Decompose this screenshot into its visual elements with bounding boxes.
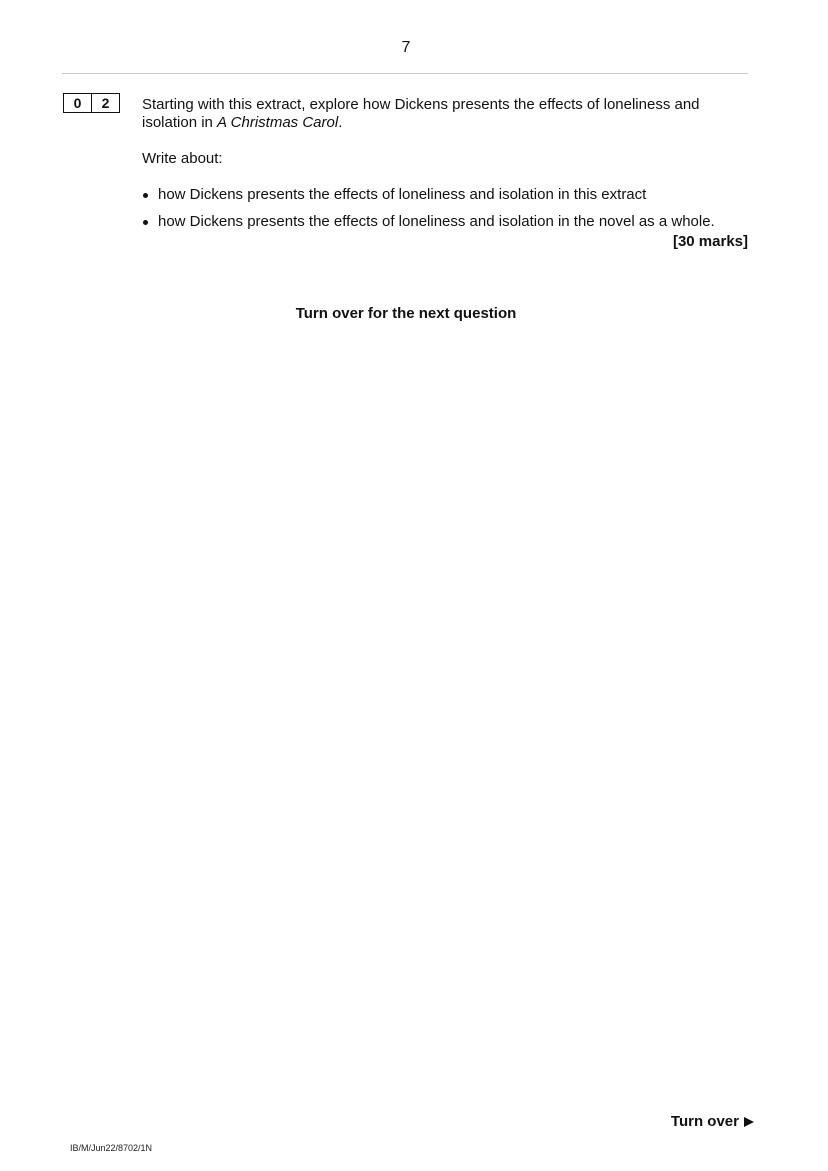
question-prompt-end: . (338, 114, 343, 131)
question-block (142, 96, 752, 240)
bullet-icon (143, 220, 148, 225)
question-number-digit: 2 (91, 94, 119, 112)
bullet-icon (143, 193, 148, 198)
question-number-digit: 0 (73, 95, 82, 111)
write-about-label: Write about: (142, 150, 223, 167)
turn-over-text: Turn over (670, 1113, 739, 1130)
task-bullet-item (142, 213, 752, 231)
novel-title: A Christmas Carol (217, 114, 339, 131)
turn-over-label (671, 1113, 754, 1130)
task-bullet-item (142, 186, 752, 204)
task-bullet-text: how Dickens presents the effects of loneliness and isolation in this extract (158, 186, 647, 203)
question-prompt-text: Starting with this extract, explore how Dickens presents the effects of loneliness and isolation in (142, 96, 700, 131)
marks-label: [30 marks] (672, 233, 748, 250)
paper-code: IB/M/Jun22/8702/1N (70, 1143, 153, 1153)
header-divider (62, 73, 748, 74)
question-number-box (63, 93, 120, 113)
next-question-note: Turn over for the next question (295, 305, 517, 322)
task-bullet-text: how Dickens presents the effects of loneliness and isolation in the novel as a whole. (158, 213, 715, 230)
question-prompt (142, 96, 752, 132)
task-bullet-list (142, 186, 752, 231)
right-triangle-icon (744, 1117, 754, 1127)
page-number: 7 (401, 39, 411, 56)
